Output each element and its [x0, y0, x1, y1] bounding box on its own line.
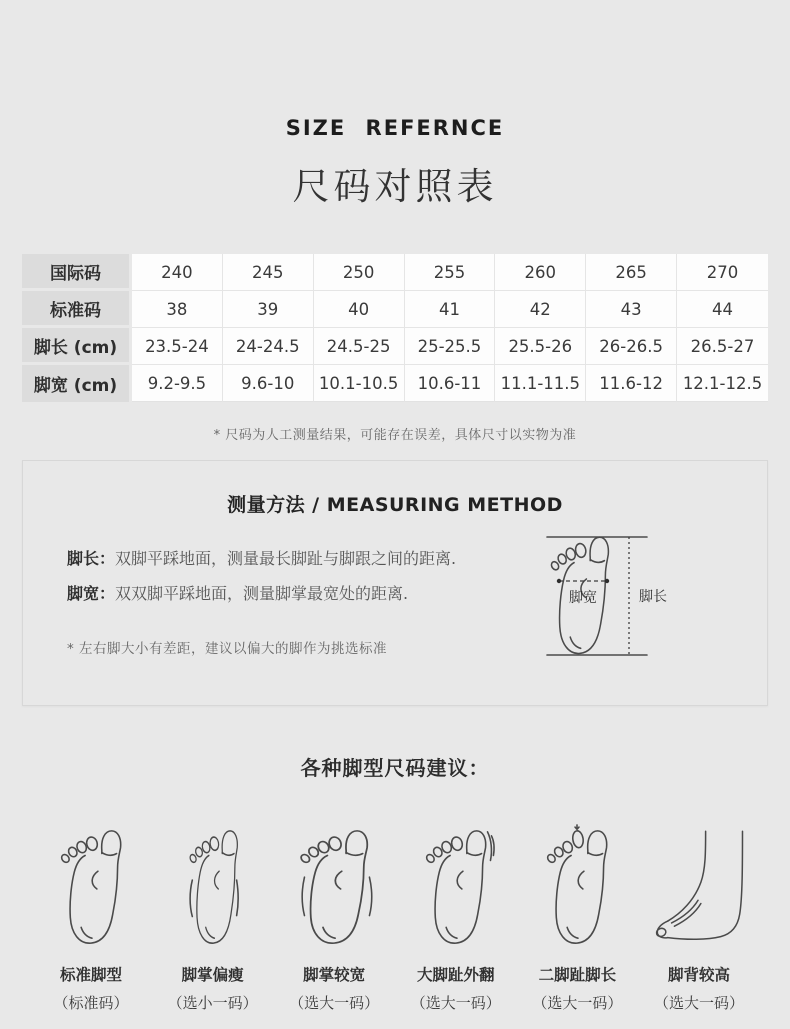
- table-cell: 245: [223, 254, 314, 291]
- table-row-foot-width: [22, 365, 768, 402]
- foot-type-high-instep: 脚背较高 （选大一码）: [640, 823, 758, 1013]
- table-cell: 255: [405, 254, 496, 291]
- foot-type-bunion: 大脚趾外翻 （选大一码）: [397, 823, 515, 1013]
- foot-type-suggestions-title: 各种脚型尺码建议：: [300, 756, 490, 780]
- table-cell: 10.6-11: [405, 365, 496, 402]
- table-cell: 39: [223, 291, 314, 328]
- foot-high-instep-icon: [647, 823, 751, 951]
- table-cell: 9.6-10: [223, 365, 314, 402]
- table-cell: 43: [586, 291, 677, 328]
- foot-width-label: 脚宽：: [67, 584, 116, 603]
- table-cell: 12.1-12.5: [677, 365, 768, 402]
- foot-type-wide: 脚掌较宽 （选大一码）: [275, 823, 393, 1013]
- table-row-foot-length: [22, 328, 768, 365]
- foot-narrow-icon: [167, 823, 259, 951]
- table-cell: 24.5-25: [314, 328, 405, 365]
- foot-type-long-second-toe: 二脚趾脚长 （选大一码）: [518, 823, 636, 1013]
- table-cell: 10.1-10.5: [314, 365, 405, 402]
- foot-bunion-icon: [410, 823, 502, 951]
- foot-wide-icon: [288, 823, 380, 951]
- foot-type-suggestions: [0, 823, 790, 1013]
- table-cell: 270: [677, 254, 768, 291]
- measuring-method-title: 测量方法 / MEASURING METHOD: [227, 494, 563, 516]
- diagram-foot-length-label: 脚长: [639, 589, 667, 605]
- table-cell: 11.1-11.5: [495, 365, 586, 402]
- size-table-disclaimer: * 尺码为人工测量结果，可能存在误差，具体尺寸以实物为准: [213, 428, 577, 443]
- foot-measure-diagram-icon: [545, 525, 705, 665]
- measuring-method-box: [22, 460, 768, 706]
- foot-width-instruction: 脚宽：双双脚平踩地面，测量脚掌最宽处的距离.: [67, 584, 409, 603]
- table-cell: 250: [314, 254, 405, 291]
- row-header-standard: 标准码: [22, 291, 132, 328]
- table-cell: 260: [495, 254, 586, 291]
- foot-length-label: 脚长：: [67, 549, 116, 568]
- diagram-foot-width-label: 脚宽: [569, 590, 597, 606]
- table-cell: 24-24.5: [223, 328, 314, 365]
- table-cell: 41: [405, 291, 496, 328]
- table-cell: 11.6-12: [586, 365, 677, 402]
- table-cell: 44: [677, 291, 768, 328]
- page-title-zh: 尺码对照表: [292, 165, 498, 208]
- table-row-international: [22, 254, 768, 291]
- row-header-international: 国际码: [22, 254, 132, 291]
- table-cell: 240: [132, 254, 223, 291]
- table-cell: 9.2-9.5: [132, 365, 223, 402]
- row-header-foot-width: 脚宽 (cm): [22, 365, 132, 402]
- table-row-standard: [22, 291, 768, 328]
- measuring-disclaimer: * 左右脚大小有差距，建议以偏大的脚作为挑选标准: [67, 641, 388, 657]
- table-cell: 25.5-26: [495, 328, 586, 365]
- foot-long-second-toe-icon: [531, 823, 623, 951]
- table-cell: 26.5-27: [677, 328, 768, 365]
- table-cell: 40: [314, 291, 405, 328]
- table-cell: 42: [495, 291, 586, 328]
- foot-length-instruction: 脚长：双脚平踩地面，测量最长脚趾与脚跟之间的距离.: [67, 549, 457, 568]
- table-cell: 23.5-24: [132, 328, 223, 365]
- table-cell: 38: [132, 291, 223, 328]
- foot-type-narrow: 脚掌偏瘦 （选小一码）: [154, 823, 272, 1013]
- foot-type-standard: 标准脚型 （标准码）: [32, 823, 150, 1013]
- table-cell: 265: [586, 254, 677, 291]
- size-table: [22, 254, 768, 402]
- table-cell: 26-26.5: [586, 328, 677, 365]
- table-cell: 25-25.5: [405, 328, 496, 365]
- row-header-foot-length: 脚长 (cm): [22, 328, 132, 365]
- foot-standard-icon: [45, 823, 137, 951]
- page-title-en: SIZE REFERNCE: [285, 116, 505, 140]
